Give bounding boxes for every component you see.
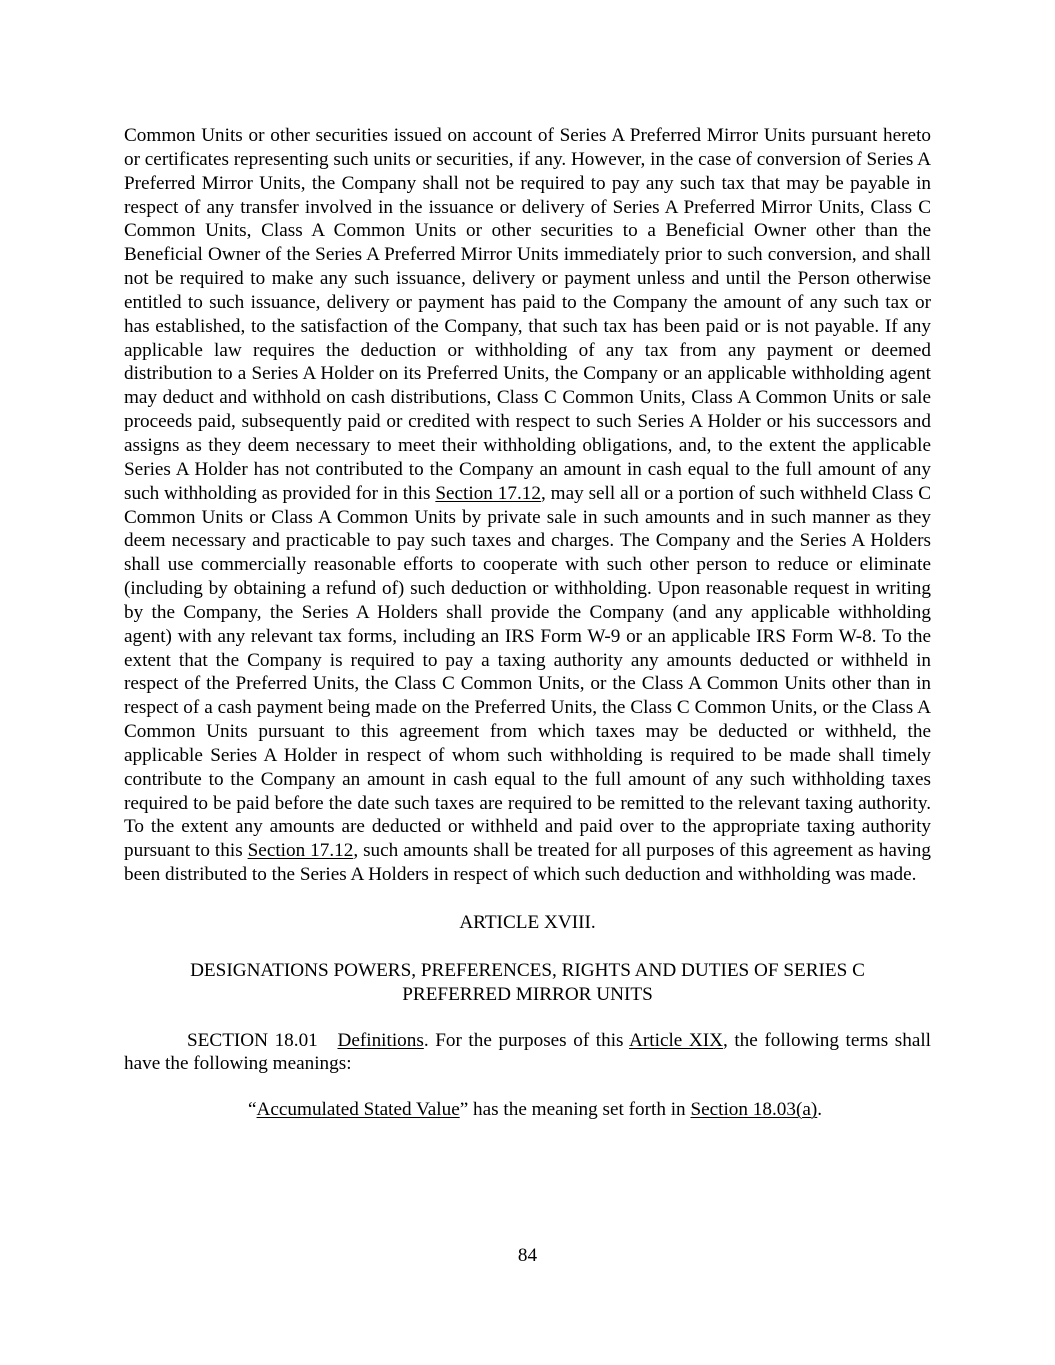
paragraph-text-part-2: , may sell all or a portion of such withheld Class C Common Units or Class A Common Units by private sale in such amounts and in such manner as they deem necessary and practicable to pay such taxes and charges. The Company and the Series A Holders shall use commercially reasonable efforts to cooperate with such other person to reduce or eliminate (including by obtaining a refund of) such deduction or withholding. Upon reasonable request in writing by the Company, the Series A Holders shall provide the Company (and any applicable withholding agent) with any relevant tax forms, including an IRS Form W-9 or an applicable IRS Form W-8. To the extent that the Company is required to pay a taxing authority any amounts deducted or withheld in respect of the Preferred Units, the Class C Common Units, or the Class A Common Units other than in respect of a cash payment being made on the Preferred Units, the Class C Common Units, or the Class A Common Units pursuant to this agreement from which taxes may be deducted or withheld, the applicable Series A Holder in respect of whom such withholding is required to be made shall timely contribute to the Company an amount in cash equal to the full amount of any such withholding taxes required to be paid before the date such taxes are required to be remitted to the relevant taxing authority. To the extent any amounts are deducted or withheld and paid over to the appropriate taxing authority pursuant to this — [124, 482, 931, 862]
definition-text: ” has the meaning set forth in — [459, 1099, 691, 1121]
article-title-line-2: PREFERRED MIRROR UNITS — [402, 983, 653, 1005]
open-quote: “ — [248, 1099, 257, 1121]
page-number: 84 — [517, 1245, 538, 1266]
section-reference-link[interactable]: Section 17.12 — [435, 482, 541, 504]
defined-term: Accumulated Stated Value — [256, 1099, 460, 1121]
paragraph-text-part-1: Common Units or other securities issued on account of Series A Preferred Mirror Units pursuant hereto or certificates representing such units or securities, if any. However, in the case of conversion of Series A Preferred Mirror Units, the Company shall not be required to pay any such tax that may be payable in respect of any transfer involved in the issuance or delivery of Series A Preferred Mirror Units, Class C Common Units, Class A Common Units or other securities to a Beneficial Owner other than the Beneficial Owner of the Series A Preferred Mirror Units immediately prior to such conversion, and shall not be required to make any such issuance, delivery or payment unless and until the Person otherwise entitled to such issuance, delivery or payment has paid to the Company the amount of any such tax or has established, to the satisfaction of the Company, that such tax has been paid or is not payable. If any applicable law requires the deduction or withholding of any tax from any payment or deemed distribution to a Series A Holder on its Preferred Units, the Company or an applicable withholding agent may deduct and withhold on cash distributions, Class C Common Units, Class A Common Units or sale proceeds paid, subsequently paid or credited with respect to such Series A Holder or his successors and assigns as they deem necessary to meet their withholding obligations, and, to the extent the applicable Series A Holder has not contributed to the Company an amount in cash equal to the full amount of any such withholding as provided for in this — [124, 125, 931, 504]
definition-end: . — [817, 1099, 823, 1121]
article-title — [124, 959, 931, 1007]
document-page — [124, 124, 931, 1122]
section-paragraph — [124, 1029, 931, 1077]
definition-entry — [124, 1098, 931, 1122]
section-reference-link[interactable]: Section 18.03(a) — [690, 1099, 818, 1121]
section-text-part-2: , the following terms shall have the following meanings: — [124, 1029, 931, 1075]
section-number: SECTION 18.01 — [187, 1029, 318, 1051]
article-reference-link[interactable]: Article XIX — [629, 1029, 723, 1051]
section-reference-link[interactable]: Section 17.12 — [247, 840, 354, 862]
body-paragraph — [124, 124, 931, 887]
section-heading: Definitions — [337, 1029, 424, 1051]
paragraph-text-part-3: , such amounts shall be treated for all purposes of this agreement as having been distributed to the Series A Holders in respect of which such deduction and withholding was made. — [124, 840, 931, 886]
article-number: ARTICLE XVIII. — [459, 912, 596, 933]
article-title-line-1: DESIGNATIONS POWERS, PREFERENCES, RIGHTS AND DUTIES OF SERIES C — [190, 959, 865, 981]
section-text-part-1: . For the purposes of this — [423, 1029, 630, 1051]
